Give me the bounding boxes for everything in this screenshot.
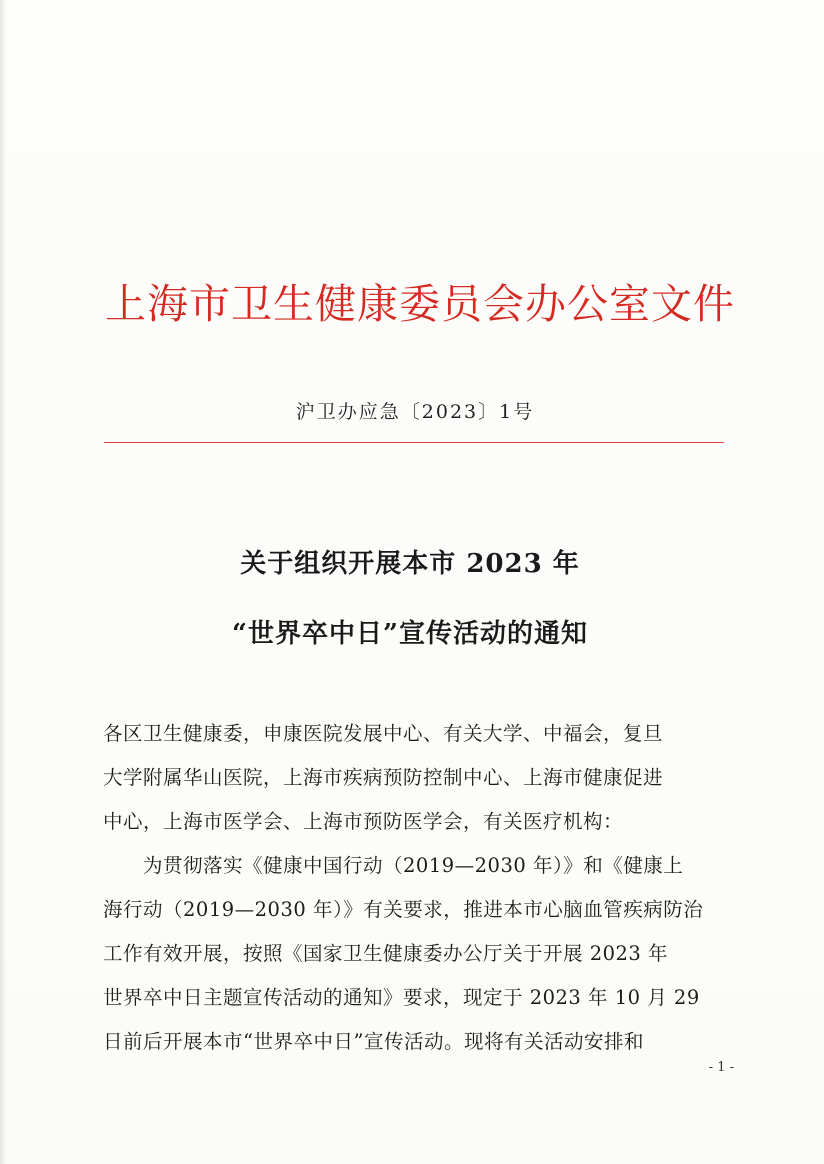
notice-title-line-2: “世界卒中日”宣传活动的通知 — [232, 619, 588, 649]
scan-edge — [0, 0, 6, 1164]
body-line-7: 世界卒中日主题宣传活动的通知》要求，现定于 2023 年 10 月 29 — [103, 986, 700, 1009]
body-line-5: 海行动（2019—2030 年）》有关要求，推进本市心脑血管疾病防治 — [103, 898, 704, 921]
body-line-1: 各区卫生健康委，申康医院发展中心、有关大学、中福会，复旦 — [103, 722, 664, 745]
page-number: - 1 - — [708, 1060, 734, 1075]
issuing-authority-title: 上海市卫生健康委员会办公室文件 — [105, 280, 735, 328]
body-line-3: 中心，上海市医学会、上海市预防医学会，有关医疗机构： — [103, 810, 624, 833]
notice-title-line-1: 关于组织开展本市 2023 年 — [240, 549, 580, 579]
body-line-4: 为贯彻落实《健康中国行动（2019—2030 年）》和《健康上 — [103, 854, 684, 877]
body-line-6: 工作有效开展，按照《国家卫生健康委办公厅关于开展 2023 年 — [103, 942, 669, 965]
body-line-2: 大学附属华山医院，上海市疾病预防控制中心、上海市健康促进 — [103, 766, 664, 789]
red-separator-line — [104, 442, 724, 443]
document-number: 沪卫办应急〔2023〕1号 — [295, 401, 535, 423]
body-line-8: 日前后开展本市“世界卒中日”宣传活动。现将有关活动安排和 — [103, 1030, 644, 1053]
